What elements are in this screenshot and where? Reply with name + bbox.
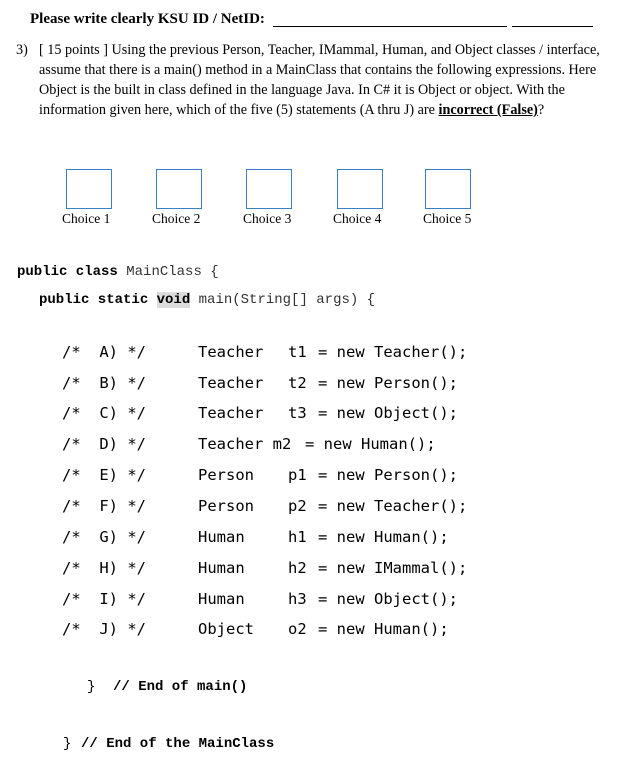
statement-h-type: Human — [198, 559, 245, 577]
end-class-brace: } — [63, 736, 72, 752]
main-keywords: public static — [39, 292, 149, 308]
question-text-main: [ 15 points ] Using the previous Person, Teacher, IMammal, Human, and Object classes / interface, assume that there is a main() method in a MainClass that contains the following expressions. Here Object is the built in class defined in the language Java. In C# it is Object or object. With the information given here, which of the five (5) statements (A thru J) are — [39, 42, 600, 118]
statement-j-var: o2 — [288, 620, 307, 638]
statement-c-type: Teacher — [198, 404, 264, 422]
statement-f-var: p2 — [288, 497, 307, 515]
question-number: 3) — [16, 42, 28, 58]
class-declaration — [17, 264, 219, 280]
statement-g-label: /* G) */ — [62, 528, 146, 546]
statement-i-var: h3 — [288, 590, 307, 608]
statement-j-type: Object — [198, 620, 254, 638]
statement-h-expr: = new IMammal(); — [318, 559, 468, 577]
statement-f-expr: = new Teacher(); — [318, 497, 468, 515]
statement-i-expr: = new Object(); — [318, 590, 458, 608]
choice-5-box[interactable] — [425, 169, 471, 209]
statement-c-expr: = new Object(); — [318, 404, 458, 422]
statement-a-label: /* A) */ — [62, 343, 146, 361]
statement-f-label: /* F) */ — [62, 497, 146, 515]
statement-j-expr: = new Human(); — [318, 620, 449, 638]
statement-b-label: /* B) */ — [62, 374, 146, 392]
end-main-comment: // End of main() — [113, 679, 248, 695]
id-prompt-label: Please write clearly KSU ID / NetID: — [30, 11, 265, 27]
statement-i-label: /* I) */ — [62, 590, 146, 608]
choice-3-box[interactable] — [246, 169, 292, 209]
statement-h-label: /* H) */ — [62, 559, 146, 577]
statement-j-label: /* J) */ — [62, 620, 146, 638]
void-keyword: void — [156, 292, 191, 308]
question-text-end: ? — [537, 102, 545, 118]
statement-e-type: Person — [198, 466, 254, 484]
statement-a-var: t1 — [288, 343, 307, 361]
choice-1-label: Choice 1 — [62, 211, 111, 226]
statement-d-type: Teacher m2 — [198, 435, 292, 453]
statement-e-var: p1 — [288, 466, 307, 484]
choice-4-box[interactable] — [337, 169, 383, 209]
statement-g-var: h1 — [288, 528, 307, 546]
statement-h-var: h2 — [288, 559, 307, 577]
statement-a-expr: = new Teacher(); — [318, 343, 468, 361]
statement-i-type: Human — [198, 590, 245, 608]
question-block — [16, 40, 604, 120]
question-emphasis: incorrect (False) — [438, 102, 538, 118]
main-params: main(String[] args) { — [198, 292, 376, 308]
choice-2-box[interactable] — [156, 169, 202, 209]
statement-g-expr: = new Human(); — [318, 528, 449, 546]
choice-1-box[interactable] — [66, 169, 112, 209]
main-signature — [39, 292, 375, 308]
statement-c-label: /* C) */ — [62, 404, 146, 422]
statement-b-type: Teacher — [198, 374, 264, 392]
statement-e-expr: = new Person(); — [318, 466, 458, 484]
statement-d-expr: = new Human(); — [305, 435, 436, 453]
choice-2-label: Choice 2 — [152, 211, 201, 226]
statement-e-label: /* E) */ — [62, 466, 146, 484]
question-text — [39, 40, 604, 120]
id-underline-short[interactable] — [512, 26, 593, 27]
class-name: MainClass { — [126, 264, 219, 280]
end-class-comment: // End of the MainClass — [81, 736, 275, 752]
statement-f-type: Person — [198, 497, 254, 515]
statement-g-type: Human — [198, 528, 245, 546]
choice-3-label: Choice 3 — [243, 211, 292, 226]
statement-c-var: t3 — [288, 404, 307, 422]
class-keywords: public class — [17, 264, 118, 280]
id-underline-long[interactable] — [273, 26, 507, 27]
statement-b-var: t2 — [288, 374, 307, 392]
choice-5-label: Choice 5 — [423, 211, 472, 226]
end-main-brace: } — [87, 679, 96, 695]
statement-d-label: /* D) */ — [62, 435, 146, 453]
choice-4-label: Choice 4 — [333, 211, 382, 226]
statement-a-type: Teacher — [198, 343, 264, 361]
statement-b-expr: = new Person(); — [318, 374, 458, 392]
